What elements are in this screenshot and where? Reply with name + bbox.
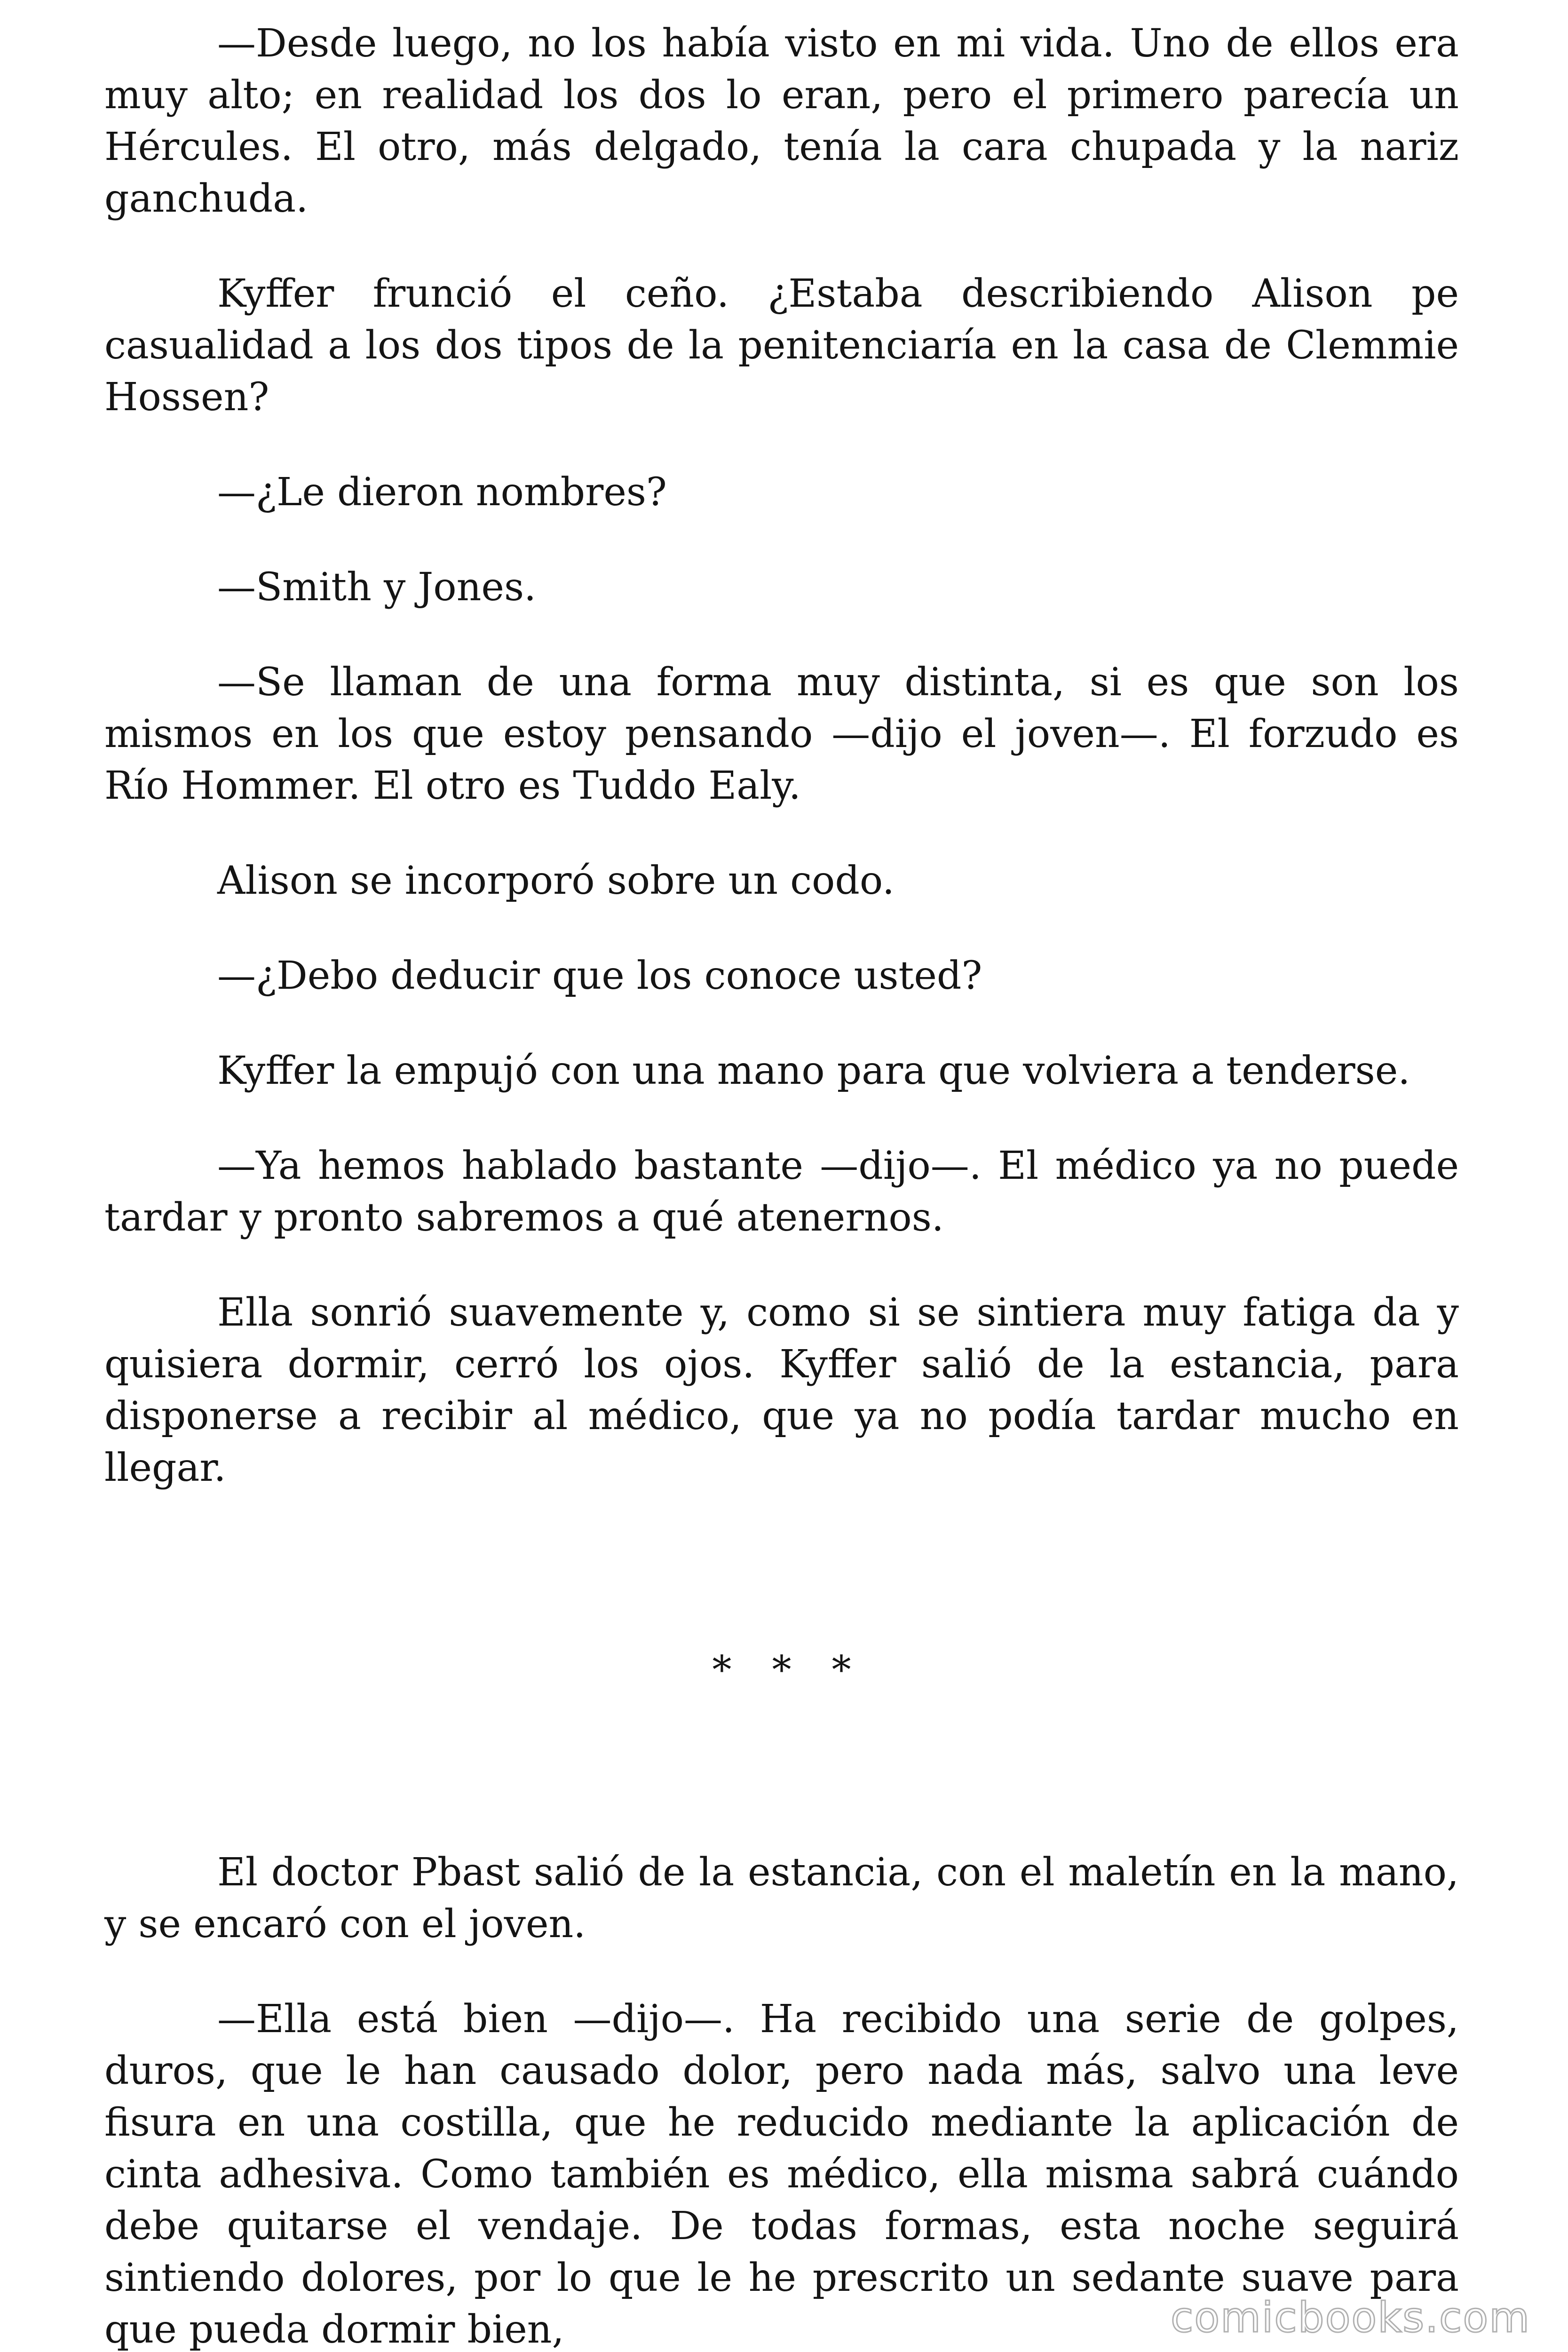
paragraph: El doctor Pbast salió de la estancia, con el maletín en la mano, y se encaró con el joven. — [104, 1850, 1459, 1947]
paragraph: —Smith y Jones. — [217, 565, 537, 610]
paragraph: Kyffer frunció el ceño. ¿Estaba describiendo Alison pe casualidad a los dos tipos de la penitenciaría en la casa de Clemmie Hossen? — [104, 271, 1459, 420]
scene-break: * * * — [712, 1648, 865, 1692]
paragraph: —¿Debo deducir que los conoce usted? — [217, 954, 982, 998]
text-column — [104, 18, 1459, 2352]
paragraph: Alison se incorporó sobre un codo. — [217, 858, 895, 903]
paragraph: Kyffer la empujó con una mano para que volviera a tenderse. — [217, 1049, 1410, 1093]
paragraph: —¿Le dieron nombres? — [217, 470, 667, 515]
paragraph: —Se llaman de una forma muy distinta, si es que son los mismos en los que estoy pensando —dijo el joven—. El forzudo es Río Hommer. El otro es Tuddo Ealy. — [104, 660, 1459, 808]
paragraph: —Desde luego, no los había visto en mi vida. Uno de ellos era muy alto; en realidad los dos lo eran, pero el primero parecía un Hércules. El otro, más delgado, tenía la cara chupada y la nariz ganchuda. — [104, 21, 1459, 221]
paragraph: —Ya hemos hablado bastante —dijo—. El médico ya no puede tardar y pronto sabremos a qué atenernos. — [104, 1144, 1459, 1240]
paragraph: —Ella está bien —dijo—. Ha recibido una serie de golpes, duros, que le han causado dolor, pero nada más, salvo una leve fisura en una costilla, que he reducido mediante la aplicación de cinta adhesiva. Como también es médico, ella misma sabrá cuándo debe quitarse el vendaje. De todas formas, esta noche seguirá sintiendo dolores, por lo que le he prescrito un sedante suave para que pueda dormir bien, — [104, 1997, 1459, 2352]
watermark-logo: comicbooks.com — [1170, 2293, 1530, 2342]
paragraph: Ella sonrió suavemente y, como si se sintiera muy fatiga da y quisiera dormir, cerró los ojos. Kyffer salió de la estancia, para disponerse a recibir al médico, que ya no podía tardar mucho en llegar. — [104, 1290, 1459, 1490]
